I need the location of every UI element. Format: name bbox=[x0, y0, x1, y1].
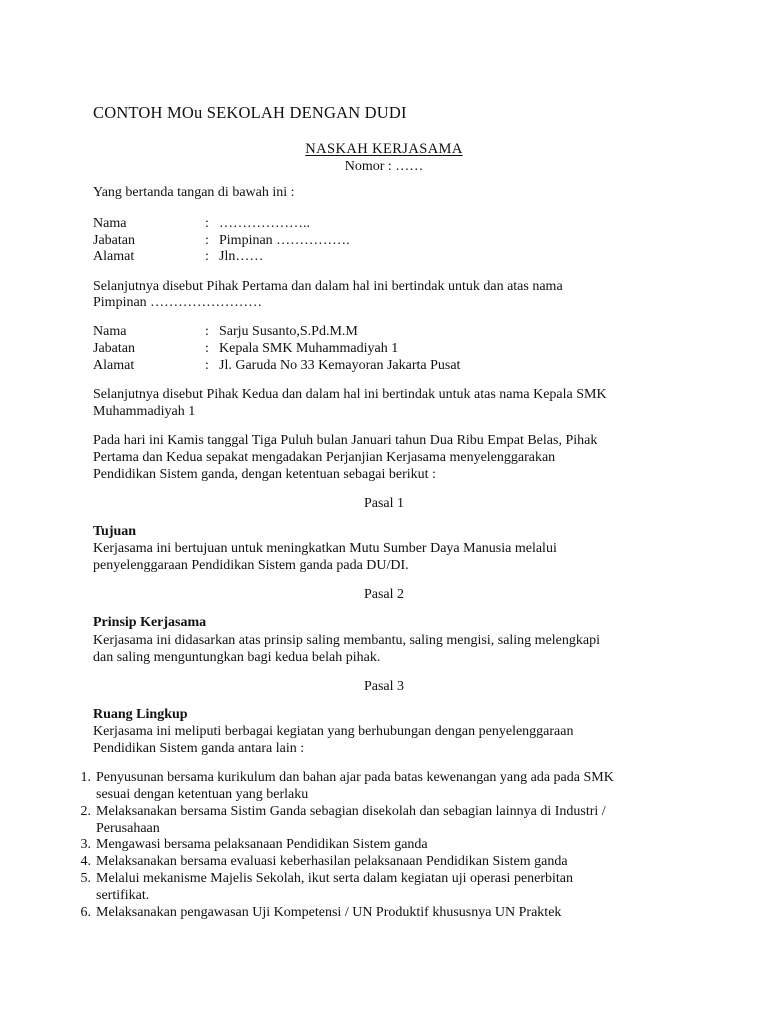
list-item-line1: Melaksanakan bersama evaluasi keberhasilan pelaksanaan Pendidikan Sistem ganda bbox=[96, 854, 568, 869]
pasal1-label: Pasal 1 bbox=[363, 496, 405, 511]
party1-desc-line2: Pimpinan …………………… bbox=[93, 295, 263, 310]
pasal3-line2: Pendidikan Sistem ganda antara lain : bbox=[93, 741, 305, 756]
agreement-number: Nomor : …… bbox=[344, 159, 424, 174]
list-item-line1: Melaksanakan pengawasan Uji Kompetensi / UN Produktif khususnya UN Praktek bbox=[96, 905, 562, 920]
opening-line1: Pada hari ini Kamis tanggal Tiga Puluh bulan Januari tahun Dua Ribu Empat Belas, Pihak bbox=[93, 433, 598, 448]
document-heading: CONTOH MOu SEKOLAH DENGAN DUDI bbox=[93, 103, 407, 122]
party1-row-name: Nama : ……………….. bbox=[93, 216, 310, 231]
party2-row-name: Nama : Sarju Susanto,S.Pd.M.M bbox=[93, 324, 358, 339]
pasal1-title: Tujuan bbox=[93, 524, 137, 539]
list-item-number: 1. bbox=[80, 770, 91, 785]
pasal2-label: Pasal 2 bbox=[363, 587, 405, 602]
pasal1-line1: Kerjasama ini bertujuan untuk meningkatkan Mutu Sumber Daya Manusia melalui bbox=[93, 541, 557, 556]
party1-desc-line1: Selanjutnya disebut Pihak Pertama dan dalam hal ini bertindak untuk dan atas nama bbox=[93, 279, 563, 294]
pasal3-title: Ruang Lingkup bbox=[93, 707, 188, 722]
list-item-line1: Penyusunan bersama kurikulum dan bahan ajar pada batas kewenangan yang ada pada SMK bbox=[96, 770, 614, 785]
list-item-line2: Perusahaan bbox=[96, 821, 160, 836]
opening-line2: Pertama dan Kedua sepakat mengadakan Perjanjian Kerjasama menyelenggarakan bbox=[93, 450, 556, 465]
pasal2-title: Prinsip Kerjasama bbox=[93, 615, 207, 630]
list-item-number: 3. bbox=[80, 837, 91, 852]
list-item bbox=[96, 803, 696, 837]
party1-row-address: Alamat : Jln…… bbox=[93, 249, 264, 264]
list-item-line1: Melalui mekanisme Majelis Sekolah, ikut serta dalam kegiatan uji operasi penerbitan bbox=[96, 871, 574, 886]
party2-desc-line2: Muhammadiyah 1 bbox=[93, 404, 196, 419]
party2-row-address: Alamat : Jl. Garuda No 33 Kemayoran Jakarta Pusat bbox=[93, 358, 461, 373]
party1-row-position: Jabatan : Pimpinan ……………. bbox=[93, 233, 350, 248]
list-item bbox=[96, 870, 696, 904]
list-item-line1: Mengawasi bersama pelaksanaan Pendidikan Sistem ganda bbox=[96, 837, 428, 852]
list-item bbox=[96, 853, 696, 870]
list-item-number: 4. bbox=[80, 854, 91, 869]
pasal2-line2: dan saling menguntungkan bagi kedua belah pihak. bbox=[93, 650, 381, 665]
opening-line3: Pendidikan Sistem ganda, dengan ketentuan sebagai berikut : bbox=[93, 467, 436, 482]
list-item-line2: sesuai dengan ketentuan yang berlaku bbox=[96, 787, 309, 802]
party2-row-position: Jabatan : Kepala SMK Muhammadiyah 1 bbox=[93, 341, 399, 356]
pasal3-label: Pasal 3 bbox=[363, 679, 405, 694]
pasal2-line1: Kerjasama ini didasarkan atas prinsip saling membantu, saling mengisi, saling melengkapi bbox=[93, 633, 600, 648]
agreement-title: NASKAH KERJASAMA bbox=[305, 141, 463, 157]
list-item bbox=[96, 769, 696, 803]
party2-desc-line1: Selanjutnya disebut Pihak Kedua dan dalam hal ini bertindak untuk atas nama Kepala SMK bbox=[93, 387, 607, 402]
pasal1-line2: penyelenggaraan Pendidikan Sistem ganda pada DU/DI. bbox=[93, 558, 409, 573]
list-item-line1: Melaksanakan bersama Sistim Ganda sebagian disekolah dan sebagian lainnya di Industri / bbox=[96, 804, 606, 819]
list-item-line2: sertifikat. bbox=[96, 888, 150, 903]
list-item-number: 2. bbox=[80, 804, 91, 819]
list-item bbox=[96, 904, 696, 921]
list-item-number: 6. bbox=[80, 905, 91, 920]
intro-text: Yang bertanda tangan di bawah ini : bbox=[93, 185, 295, 200]
list-item bbox=[96, 836, 696, 853]
list-item-number: 5. bbox=[80, 871, 91, 886]
pasal3-line1: Kerjasama ini meliputi berbagai kegiatan yang berhubungan dengan penyelenggaraan bbox=[93, 724, 574, 739]
